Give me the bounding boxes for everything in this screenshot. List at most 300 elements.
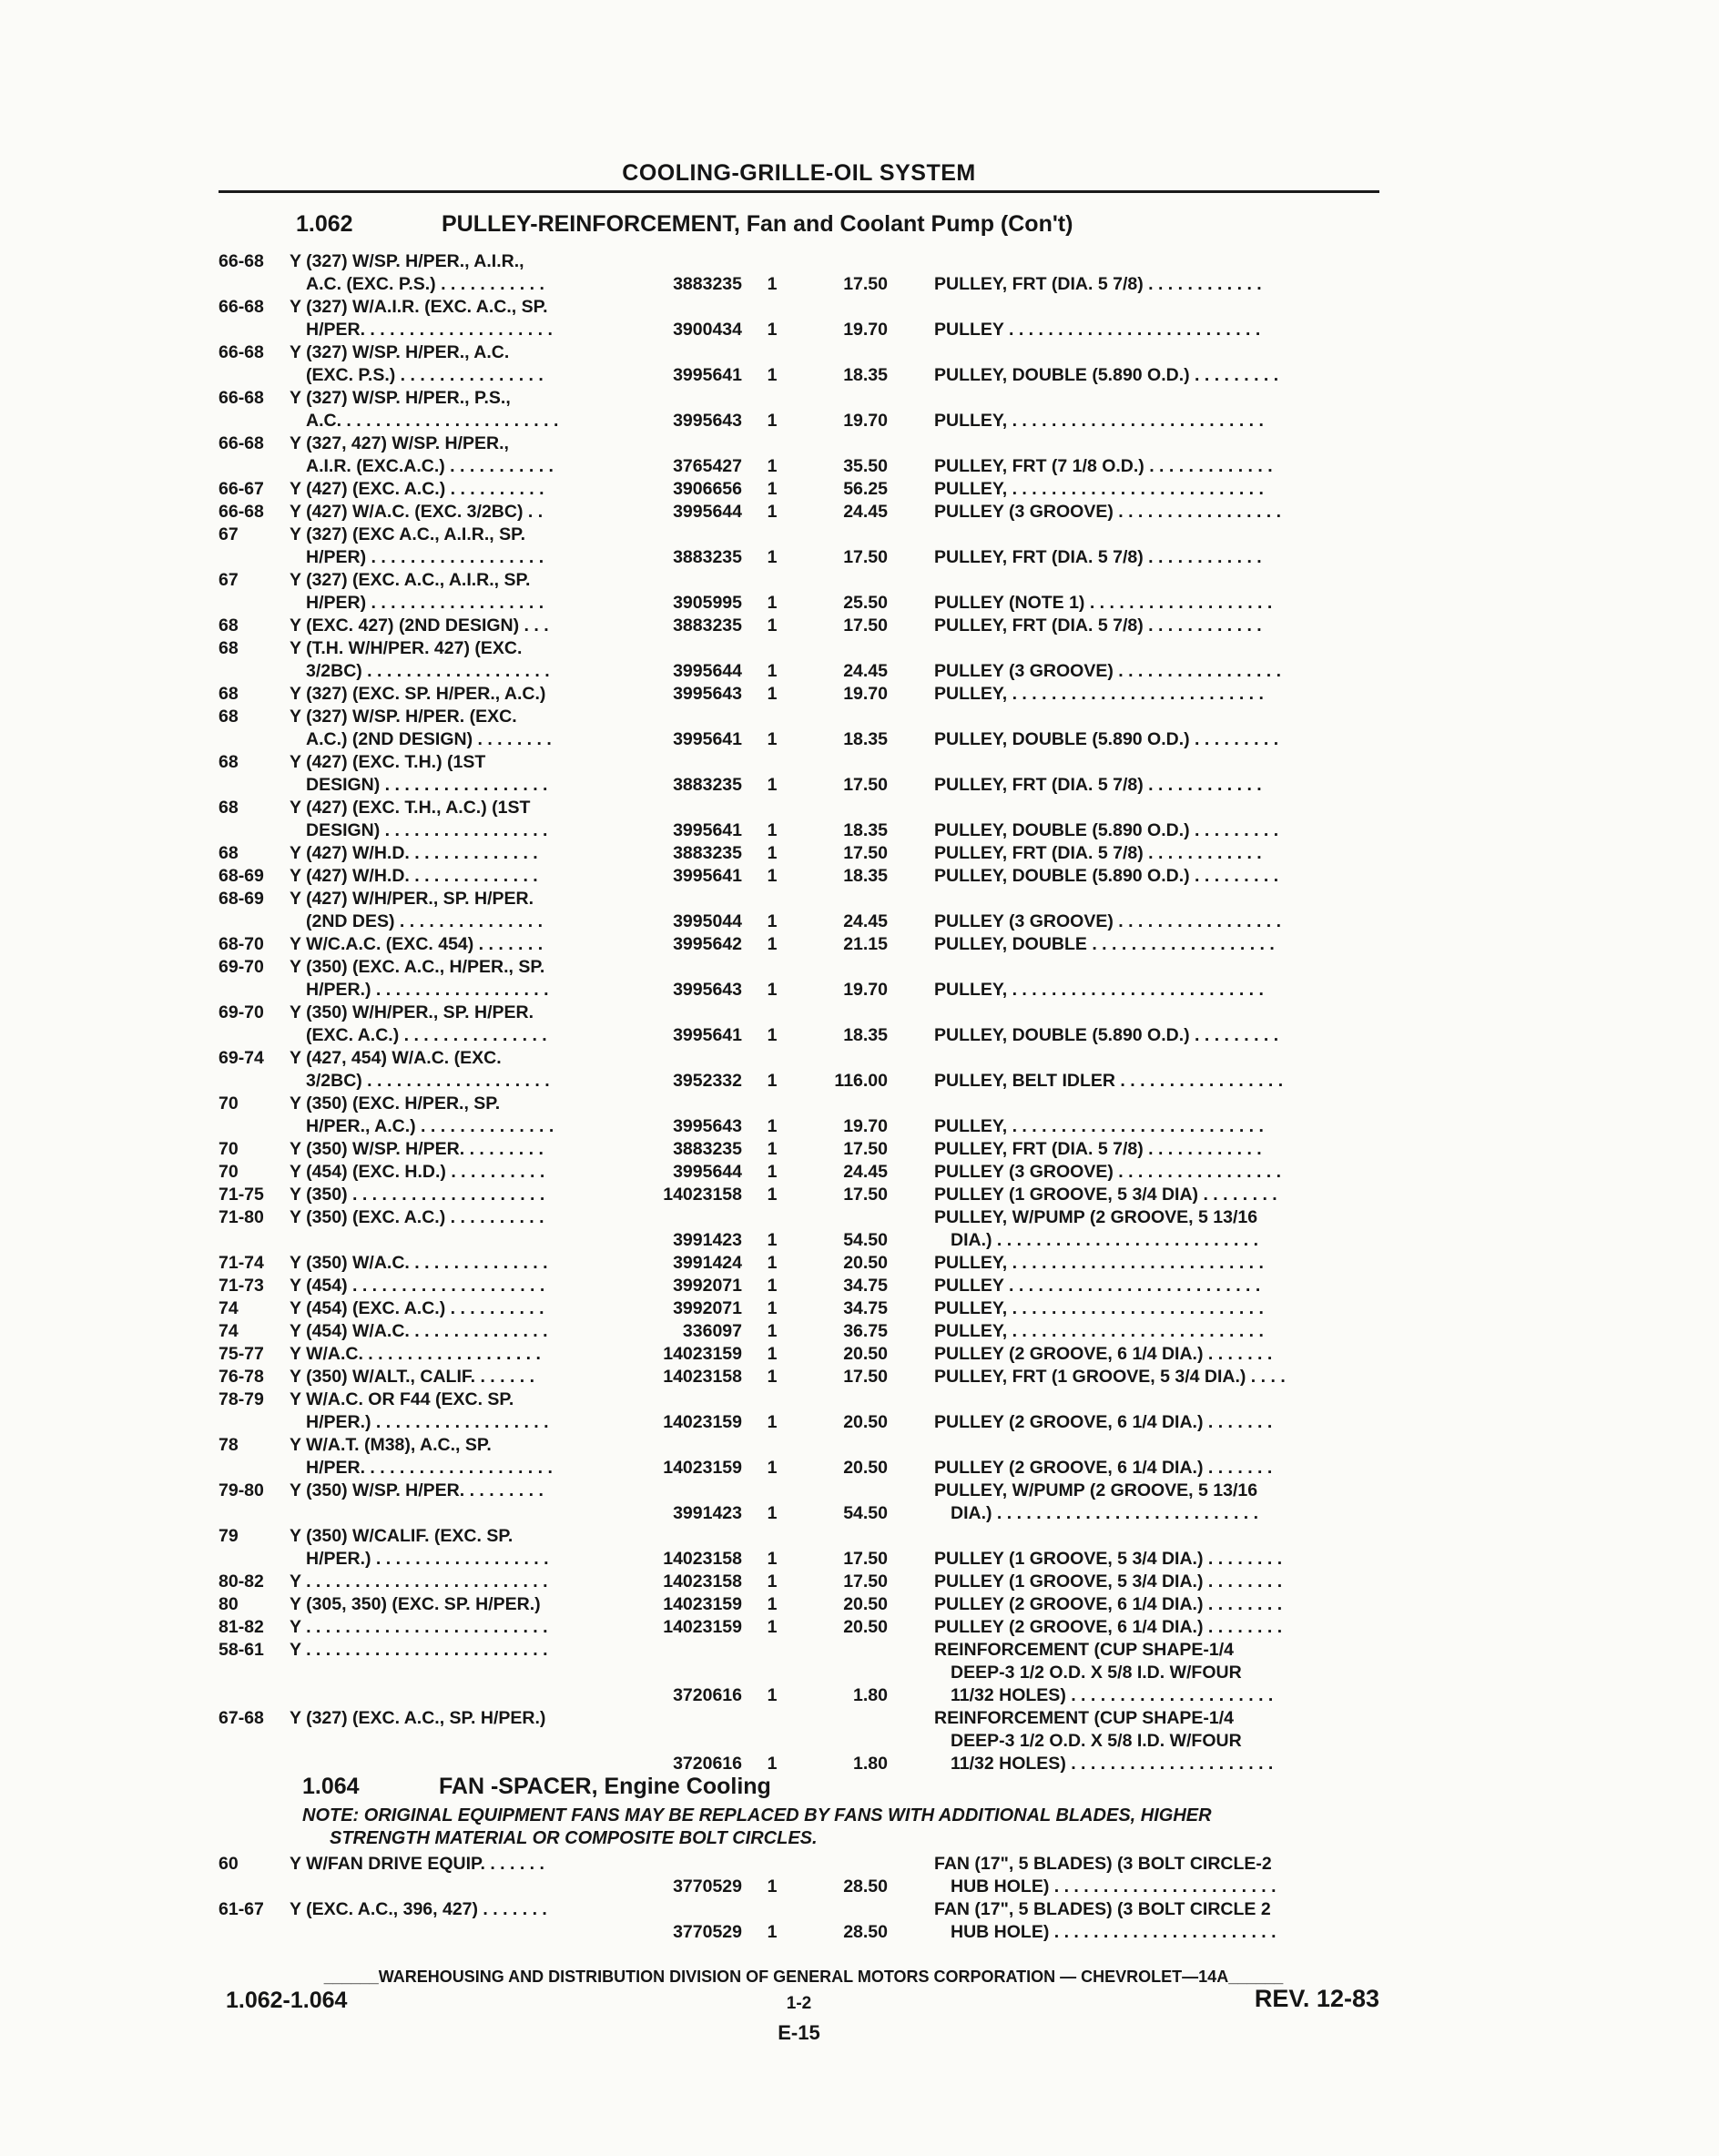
description-line: PULLEY, . . . . . . . . . . . . . . . . . . . . . . . . . . bbox=[934, 684, 1264, 704]
description bbox=[934, 865, 1380, 888]
description bbox=[934, 615, 1380, 637]
table-row bbox=[219, 706, 1379, 751]
application-line: Y W/A.C. . . . . . . . . . . . . . . . . . . bbox=[290, 1344, 541, 1364]
model-years: 78-79 bbox=[219, 1389, 264, 1409]
description-line: PULLEY (3 GROOVE) . . . . . . . . . . . . . . . . . bbox=[934, 661, 1282, 681]
application-line: Y (350) (EXC. A.C.) . . . . . . . . . . bbox=[290, 1207, 544, 1227]
description-line: PULLEY, DOUBLE (5.890 O.D.) . . . . . . . . . bbox=[934, 866, 1279, 886]
application bbox=[290, 1320, 645, 1343]
price: 18.35 bbox=[843, 365, 888, 385]
price: 17.50 bbox=[843, 775, 888, 795]
part-number: 3995644 bbox=[673, 661, 742, 681]
quantity: 1 bbox=[767, 1276, 778, 1296]
model-years: 66-68 bbox=[219, 251, 264, 271]
model-years: 80 bbox=[219, 1594, 239, 1614]
model-years: 66-68 bbox=[219, 502, 264, 522]
description bbox=[934, 410, 1380, 432]
quantity: 1 bbox=[767, 547, 778, 567]
application bbox=[290, 341, 645, 387]
table-row bbox=[219, 1616, 1379, 1639]
model-years: 79 bbox=[219, 1526, 239, 1546]
section-number: 1.064 bbox=[302, 1774, 360, 1799]
model-years: 80-82 bbox=[219, 1571, 264, 1592]
price: 17.50 bbox=[843, 274, 888, 294]
table-row bbox=[219, 956, 1379, 1002]
model-years: 66-67 bbox=[219, 479, 264, 499]
part-number: 3995641 bbox=[673, 1025, 742, 1045]
application bbox=[290, 1525, 645, 1571]
description-line: 11/32 HOLES) . . . . . . . . . . . . . . . . . . . . . bbox=[951, 1754, 1274, 1774]
model-years: 70 bbox=[219, 1162, 239, 1182]
description-line: PULLEY (3 GROOVE) . . . . . . . . . . . . . . . . . bbox=[934, 1162, 1282, 1182]
quantity: 1 bbox=[767, 456, 778, 476]
description-line: PULLEY, . . . . . . . . . . . . . . . . . . . . . . . . . . bbox=[934, 1253, 1264, 1273]
part-number: 3991423 bbox=[673, 1503, 742, 1523]
application-line: H/PER) . . . . . . . . . . . . . . . . . . bbox=[306, 593, 544, 613]
quantity: 1 bbox=[767, 684, 778, 704]
quantity: 1 bbox=[767, 1071, 778, 1091]
description-line: PULLEY (2 GROOVE, 6 1/4 DIA.) . . . . . . . . bbox=[934, 1594, 1283, 1614]
part-number: 3905995 bbox=[673, 593, 742, 613]
description bbox=[934, 1571, 1380, 1593]
description-line: PULLEY (2 GROOVE, 6 1/4 DIA.) . . . . . . . bbox=[934, 1344, 1273, 1364]
description-line: PULLEY (2 GROOVE, 6 1/4 DIA.) . . . . . . . bbox=[934, 1458, 1273, 1478]
application bbox=[290, 1138, 645, 1161]
quantity: 1 bbox=[767, 320, 778, 340]
part-number: 3883235 bbox=[673, 775, 742, 795]
application bbox=[290, 956, 645, 1002]
part-number: 3992071 bbox=[673, 1298, 742, 1318]
description-line: DIA.) . . . . . . . . . . . . . . . . . . . . . . . . . . . bbox=[951, 1230, 1259, 1250]
part-number: 14023159 bbox=[663, 1412, 742, 1432]
section-title: PULLEY-REINFORCEMENT bbox=[442, 211, 734, 237]
description bbox=[934, 1161, 1380, 1184]
application-line: Y (350) W/A.C. . . . . . . . . . . . . . . bbox=[290, 1253, 548, 1273]
description-line: PULLEY, FRT (7 1/8 O.D.) . . . . . . . . . . . . . bbox=[934, 456, 1273, 476]
part-number: 3991423 bbox=[673, 1230, 742, 1250]
parts-list-1064 bbox=[219, 1853, 1379, 1944]
table-row bbox=[219, 933, 1379, 956]
application bbox=[290, 1853, 645, 1876]
description bbox=[934, 1206, 1380, 1252]
application-line: DESIGN) . . . . . . . . . . . . . . . . . bbox=[306, 775, 548, 795]
price: 17.50 bbox=[843, 1571, 888, 1592]
description-line: PULLEY, DOUBLE (5.890 O.D.) . . . . . . . . . bbox=[934, 1025, 1279, 1045]
price: 20.50 bbox=[843, 1344, 888, 1364]
application bbox=[290, 1002, 645, 1047]
price: 25.50 bbox=[843, 593, 888, 613]
table-row bbox=[219, 432, 1379, 478]
price: 54.50 bbox=[843, 1230, 888, 1250]
application bbox=[290, 933, 645, 956]
application-line: Y (350) W/H/PER., SP. H/PER. bbox=[290, 1002, 534, 1022]
description bbox=[934, 1184, 1380, 1206]
table-row bbox=[219, 1525, 1379, 1571]
description-line: PULLEY, DOUBLE (5.890 O.D.) . . . . . . . . . bbox=[934, 729, 1279, 749]
quantity: 1 bbox=[767, 1025, 778, 1045]
table-row bbox=[219, 1138, 1379, 1161]
description-line: PULLEY, FRT (DIA. 5 7/8) . . . . . . . . . . . . bbox=[934, 615, 1262, 636]
application bbox=[290, 615, 645, 637]
footer-section-range: 1.062-1.064 bbox=[226, 1988, 348, 2013]
table-row bbox=[219, 1853, 1379, 1898]
quantity: 1 bbox=[767, 1253, 778, 1273]
price: 17.50 bbox=[843, 547, 888, 567]
description-line: DIA.) . . . . . . . . . . . . . . . . . . . . . . . . . . . bbox=[951, 1503, 1259, 1523]
quantity: 1 bbox=[767, 1876, 778, 1897]
application-line: Y (350) W/ALT., CALIF. . . . . . . bbox=[290, 1367, 535, 1387]
description-line: PULLEY, FRT (DIA. 5 7/8) . . . . . . . . . . . . bbox=[934, 843, 1262, 863]
description bbox=[934, 1275, 1380, 1297]
description bbox=[934, 1320, 1380, 1343]
note-line: NOTE: ORIGINAL EQUIPMENT FANS MAY BE REPLACED BY FANS WITH ADDITIONAL BLADES, HIGHER bbox=[302, 1805, 1212, 1825]
description-line: PULLEY (2 GROOVE, 6 1/4 DIA.) . . . . . . . bbox=[934, 1412, 1273, 1432]
model-years: 69-74 bbox=[219, 1048, 264, 1068]
application bbox=[290, 637, 645, 683]
application-line: Y (327) W/A.I.R. (EXC. A.C., SP. bbox=[290, 297, 548, 317]
description-line: PULLEY, FRT (DIA. 5 7/8) . . . . . . . . . . . . bbox=[934, 274, 1262, 294]
description bbox=[934, 1480, 1380, 1525]
quantity: 1 bbox=[767, 1754, 778, 1774]
quantity: 1 bbox=[767, 980, 778, 1000]
application-line: Y (327) (EXC. A.C., A.I.R., SP. bbox=[290, 570, 531, 590]
application bbox=[290, 683, 645, 706]
price: 24.45 bbox=[843, 911, 888, 931]
part-number: 3995643 bbox=[673, 1116, 742, 1136]
table-row bbox=[219, 1480, 1379, 1525]
description-line: PULLEY, FRT (DIA. 5 7/8) . . . . . . . . . . . . bbox=[934, 775, 1262, 795]
part-number: 3992071 bbox=[673, 1276, 742, 1296]
part-number: 3952332 bbox=[673, 1071, 742, 1091]
model-years: 71-74 bbox=[219, 1253, 264, 1273]
price: 36.75 bbox=[843, 1321, 888, 1341]
description-line: DEEP-3 1/2 O.D. X 5/8 I.D. W/FOUR bbox=[951, 1731, 1242, 1751]
application-line: H/PER.) . . . . . . . . . . . . . . . . . . bbox=[306, 1412, 549, 1432]
model-years: 67 bbox=[219, 570, 239, 590]
table-row bbox=[219, 501, 1379, 524]
table-row bbox=[219, 637, 1379, 683]
application-line: Y (454) W/A.C. . . . . . . . . . . . . . . bbox=[290, 1321, 548, 1341]
application-line: Y (327) (EXC. SP. H/PER., A.C.) bbox=[290, 684, 546, 704]
table-row bbox=[219, 1707, 1379, 1775]
price: 21.15 bbox=[843, 934, 888, 954]
price: 20.50 bbox=[843, 1253, 888, 1273]
quantity: 1 bbox=[767, 1412, 778, 1432]
table-row bbox=[219, 615, 1379, 637]
table-row bbox=[219, 1434, 1379, 1480]
part-number: 14023159 bbox=[663, 1617, 742, 1637]
application-line: Y (427) (EXC. T.H.) (1ST bbox=[290, 752, 486, 772]
model-years: 71-80 bbox=[219, 1207, 264, 1227]
description-line: PULLEY, . . . . . . . . . . . . . . . . . . . . . . . . . . bbox=[934, 479, 1264, 499]
application-line: 3/2BC) . . . . . . . . . . . . . . . . . . . bbox=[306, 661, 550, 681]
description-line: PULLEY, . . . . . . . . . . . . . . . . . . . . . . . . . . bbox=[934, 980, 1264, 1000]
description bbox=[934, 1343, 1380, 1366]
model-years: 68 bbox=[219, 843, 239, 863]
model-years: 78 bbox=[219, 1435, 239, 1455]
part-number: 3995641 bbox=[673, 820, 742, 840]
price: 24.45 bbox=[843, 502, 888, 522]
table-row bbox=[219, 296, 1379, 341]
description-line: REINFORCEMENT (CUP SHAPE-1/4 bbox=[934, 1640, 1235, 1660]
description-line: PULLEY, BELT IDLER . . . . . . . . . . . . . . . . . bbox=[934, 1071, 1284, 1091]
model-years: 71-75 bbox=[219, 1185, 264, 1205]
model-years: 67 bbox=[219, 524, 239, 544]
application-line: Y (327) W/SP. H/PER., A.I.R., bbox=[290, 251, 524, 271]
application bbox=[290, 1161, 645, 1184]
quantity: 1 bbox=[767, 1162, 778, 1182]
part-number: 3906656 bbox=[673, 479, 742, 499]
quantity: 1 bbox=[767, 1571, 778, 1592]
application bbox=[290, 1366, 645, 1388]
part-number: 3995641 bbox=[673, 729, 742, 749]
price: 18.35 bbox=[843, 866, 888, 886]
description bbox=[934, 364, 1380, 387]
application-line: Y (EXC. 427) (2ND DESIGN) . . . bbox=[290, 615, 549, 636]
price: 19.70 bbox=[843, 684, 888, 704]
quantity: 1 bbox=[767, 1503, 778, 1523]
application bbox=[290, 751, 645, 797]
quantity: 1 bbox=[767, 775, 778, 795]
quantity: 1 bbox=[767, 1298, 778, 1318]
description-line: 11/32 HOLES) . . . . . . . . . . . . . . . . . . . . . bbox=[951, 1685, 1274, 1705]
application bbox=[290, 1093, 645, 1138]
table-row bbox=[219, 1297, 1379, 1320]
description bbox=[934, 1898, 1380, 1944]
application bbox=[290, 1184, 645, 1206]
description-line: PULLEY, FRT (DIA. 5 7/8) . . . . . . . . . . . . bbox=[934, 547, 1262, 567]
model-years: 69-70 bbox=[219, 1002, 264, 1022]
part-number: 3720616 bbox=[673, 1685, 742, 1705]
description bbox=[934, 933, 1380, 956]
description-line: PULLEY . . . . . . . . . . . . . . . . . . . . . . . . . . bbox=[934, 1276, 1261, 1296]
application-line: Y (427, 454) W/A.C. (EXC. bbox=[290, 1048, 502, 1068]
application bbox=[290, 501, 645, 524]
part-number: 3883235 bbox=[673, 547, 742, 567]
section-subtitle: , Engine Cooling bbox=[591, 1774, 771, 1799]
application bbox=[290, 1898, 645, 1921]
application-line: A.C. (EXC. P.S.) . . . . . . . . . . . bbox=[306, 274, 544, 294]
table-row bbox=[219, 842, 1379, 865]
footer-sub-page: 1-2 bbox=[786, 1994, 812, 2013]
section-number: 1.062 bbox=[296, 211, 353, 237]
application bbox=[290, 1707, 645, 1730]
description bbox=[934, 1297, 1380, 1320]
description-line: PULLEY, W/PUMP (2 GROOVE, 5 13/16 bbox=[934, 1480, 1258, 1500]
price: 17.50 bbox=[843, 1367, 888, 1387]
application-line: Y (327) (EXC A.C., A.I.R., SP. bbox=[290, 524, 525, 544]
table-row bbox=[219, 1093, 1379, 1138]
footer-page-number: E-15 bbox=[778, 2021, 820, 2044]
application-line: Y (427) W/H.D. . . . . . . . . . . . . . bbox=[290, 843, 538, 863]
price: 17.50 bbox=[843, 843, 888, 863]
application bbox=[290, 296, 645, 341]
description-line: DEEP-3 1/2 O.D. X 5/8 I.D. W/FOUR bbox=[951, 1663, 1242, 1683]
quantity: 1 bbox=[767, 911, 778, 931]
quantity: 1 bbox=[767, 1321, 778, 1341]
price: 18.35 bbox=[843, 820, 888, 840]
model-years: 68-69 bbox=[219, 889, 264, 909]
table-row bbox=[219, 1320, 1379, 1343]
application bbox=[290, 842, 645, 865]
section-heading-1064 bbox=[302, 1774, 771, 1800]
application-line: DESIGN) . . . . . . . . . . . . . . . . . bbox=[306, 820, 548, 840]
application-line: H/PER.) . . . . . . . . . . . . . . . . . . bbox=[306, 1549, 549, 1569]
footer-division-line: ______WAREHOUSING AND DISTRIBUTION DIVISION OF GENERAL MOTORS CORPORATION — CHEVROLET—14A______ bbox=[323, 1968, 1284, 1986]
price: 20.50 bbox=[843, 1617, 888, 1637]
application-line: Y (427) (EXC. T.H., A.C.) (1ST bbox=[290, 798, 531, 818]
quantity: 1 bbox=[767, 1344, 778, 1364]
table-row bbox=[219, 478, 1379, 501]
table-row bbox=[219, 683, 1379, 706]
model-years: 66-68 bbox=[219, 433, 264, 453]
application bbox=[290, 1206, 645, 1229]
part-number: 3991424 bbox=[673, 1253, 742, 1273]
model-years: 58-61 bbox=[219, 1640, 264, 1660]
quantity: 1 bbox=[767, 1367, 778, 1387]
application-line: A.I.R. (EXC.A.C.) . . . . . . . . . . . bbox=[306, 456, 554, 476]
section-note bbox=[302, 1805, 1431, 1850]
description-line: PULLEY (3 GROOVE) . . . . . . . . . . . . . . . . . bbox=[934, 911, 1282, 931]
application-line: Y (327) W/SP. H/PER., A.C. bbox=[290, 342, 510, 362]
part-number: 3995644 bbox=[673, 1162, 742, 1182]
quantity: 1 bbox=[767, 502, 778, 522]
application bbox=[290, 432, 645, 478]
part-number: 14023159 bbox=[663, 1594, 742, 1614]
application-line: Y (305, 350) (EXC. SP. H/PER.) bbox=[290, 1594, 541, 1614]
description-line: PULLEY, W/PUMP (2 GROOVE, 5 13/16 bbox=[934, 1207, 1258, 1227]
description-line: PULLEY, . . . . . . . . . . . . . . . . . . . . . . . . . . bbox=[934, 1321, 1264, 1341]
description bbox=[934, 1457, 1380, 1480]
part-number: 3995643 bbox=[673, 684, 742, 704]
quantity: 1 bbox=[767, 411, 778, 431]
application bbox=[290, 1343, 645, 1366]
part-number: 14023159 bbox=[663, 1458, 742, 1478]
description bbox=[934, 1411, 1380, 1434]
description-line: FAN (17", 5 BLADES) (3 BOLT CIRCLE 2 bbox=[934, 1899, 1271, 1919]
description bbox=[934, 819, 1380, 842]
quantity: 1 bbox=[767, 479, 778, 499]
quantity: 1 bbox=[767, 1185, 778, 1205]
table-row bbox=[219, 1002, 1379, 1047]
model-years: 70 bbox=[219, 1093, 239, 1114]
application-line: H/PER.) . . . . . . . . . . . . . . . . . . bbox=[306, 980, 549, 1000]
price: 20.50 bbox=[843, 1412, 888, 1432]
application bbox=[290, 1639, 645, 1662]
application bbox=[290, 1593, 645, 1616]
application-line: Y (350) (EXC. H/PER., SP. bbox=[290, 1093, 501, 1114]
application-line: Y (350) W/SP. H/PER. . . . . . . . . bbox=[290, 1139, 544, 1159]
part-number: 3720616 bbox=[673, 1754, 742, 1774]
application-line: Y (427) W/H/PER., SP. H/PER. bbox=[290, 889, 534, 909]
price: 24.45 bbox=[843, 1162, 888, 1182]
description bbox=[934, 546, 1380, 569]
application-line: (EXC. A.C.) . . . . . . . . . . . . . . . bbox=[306, 1025, 547, 1045]
application bbox=[290, 706, 645, 751]
description-line: PULLEY, FRT (DIA. 5 7/8) . . . . . . . . . . . . bbox=[934, 1139, 1262, 1159]
description-line: HUB HOLE) . . . . . . . . . . . . . . . . . . . . . . . bbox=[951, 1876, 1277, 1897]
model-years: 66-68 bbox=[219, 342, 264, 362]
part-number: 3770529 bbox=[673, 1876, 742, 1897]
quantity: 1 bbox=[767, 615, 778, 636]
application-line: (2ND DES) . . . . . . . . . . . . . . . bbox=[306, 911, 544, 931]
price: 17.50 bbox=[843, 615, 888, 636]
quantity: 1 bbox=[767, 1139, 778, 1159]
description bbox=[934, 1616, 1380, 1639]
price: 20.50 bbox=[843, 1594, 888, 1614]
application-line: Y W/A.T. (M38), A.C., SP. bbox=[290, 1435, 492, 1455]
model-years: 66-68 bbox=[219, 388, 264, 408]
description bbox=[934, 910, 1380, 933]
application bbox=[290, 478, 645, 501]
part-number: 3883235 bbox=[673, 274, 742, 294]
description-line: REINFORCEMENT (CUP SHAPE-1/4 bbox=[934, 1708, 1235, 1728]
model-years: 68 bbox=[219, 798, 239, 818]
table-row bbox=[219, 524, 1379, 569]
description bbox=[934, 319, 1380, 341]
model-years: 68 bbox=[219, 615, 239, 636]
price: 35.50 bbox=[843, 456, 888, 476]
price: 1.80 bbox=[853, 1685, 888, 1705]
application bbox=[290, 1252, 645, 1275]
description-line: PULLEY, DOUBLE (5.890 O.D.) . . . . . . . . . bbox=[934, 365, 1279, 385]
application bbox=[290, 1434, 645, 1480]
page-title: COOLING-GRILLE-OIL SYSTEM bbox=[622, 160, 976, 186]
application-line: Y (350) (EXC. A.C., H/PER., SP. bbox=[290, 957, 545, 977]
part-number: 3995641 bbox=[673, 866, 742, 886]
application-line: Y (350) . . . . . . . . . . . . . . . . . . . . bbox=[290, 1185, 545, 1205]
application bbox=[290, 387, 645, 432]
description bbox=[934, 842, 1380, 865]
application bbox=[290, 569, 645, 615]
application-line: H/PER) . . . . . . . . . . . . . . . . . . bbox=[306, 547, 544, 567]
part-number: 3883235 bbox=[673, 615, 742, 636]
part-number: 3765427 bbox=[673, 456, 742, 476]
price: 18.35 bbox=[843, 729, 888, 749]
table-row bbox=[219, 387, 1379, 432]
application bbox=[290, 888, 645, 933]
application-line: Y (454) (EXC. H.D.) . . . . . . . . . . bbox=[290, 1162, 545, 1182]
quantity: 1 bbox=[767, 1458, 778, 1478]
application-line: Y (350) W/SP. H/PER. . . . . . . . . bbox=[290, 1480, 544, 1500]
application-line: Y (427) (EXC. A.C.) . . . . . . . . . . bbox=[290, 479, 544, 499]
application bbox=[290, 1275, 645, 1297]
table-row bbox=[219, 751, 1379, 797]
quantity: 1 bbox=[767, 1922, 778, 1942]
model-years: 76-78 bbox=[219, 1367, 264, 1387]
table-row bbox=[219, 1161, 1379, 1184]
application-line: Y (350) W/CALIF. (EXC. SP. bbox=[290, 1526, 514, 1546]
parts-list-1062 bbox=[219, 250, 1379, 1775]
application-line: Y . . . . . . . . . . . . . . . . . . . . . . . . . bbox=[290, 1640, 548, 1660]
table-row bbox=[219, 1206, 1379, 1252]
application-line: Y W/FAN DRIVE EQUIP. . . . . . . bbox=[290, 1854, 544, 1874]
part-number: 3995644 bbox=[673, 502, 742, 522]
part-number: 3883235 bbox=[673, 843, 742, 863]
section-subtitle: , Fan and Coolant Pump (Con't) bbox=[733, 211, 1073, 237]
price: 34.75 bbox=[843, 1298, 888, 1318]
application-line: A.C. . . . . . . . . . . . . . . . . . . . . . . bbox=[306, 411, 559, 431]
description-line: PULLEY, . . . . . . . . . . . . . . . . . . . . . . . . . . bbox=[934, 411, 1264, 431]
quantity: 1 bbox=[767, 729, 778, 749]
model-years: 66-68 bbox=[219, 297, 264, 317]
price: 17.50 bbox=[843, 1549, 888, 1569]
application-line: Y (327, 427) W/SP. H/PER., bbox=[290, 433, 509, 453]
quantity: 1 bbox=[767, 1116, 778, 1136]
description-line: PULLEY (3 GROOVE) . . . . . . . . . . . . . . . . . bbox=[934, 502, 1282, 522]
model-years: 67-68 bbox=[219, 1708, 264, 1728]
table-row bbox=[219, 888, 1379, 933]
